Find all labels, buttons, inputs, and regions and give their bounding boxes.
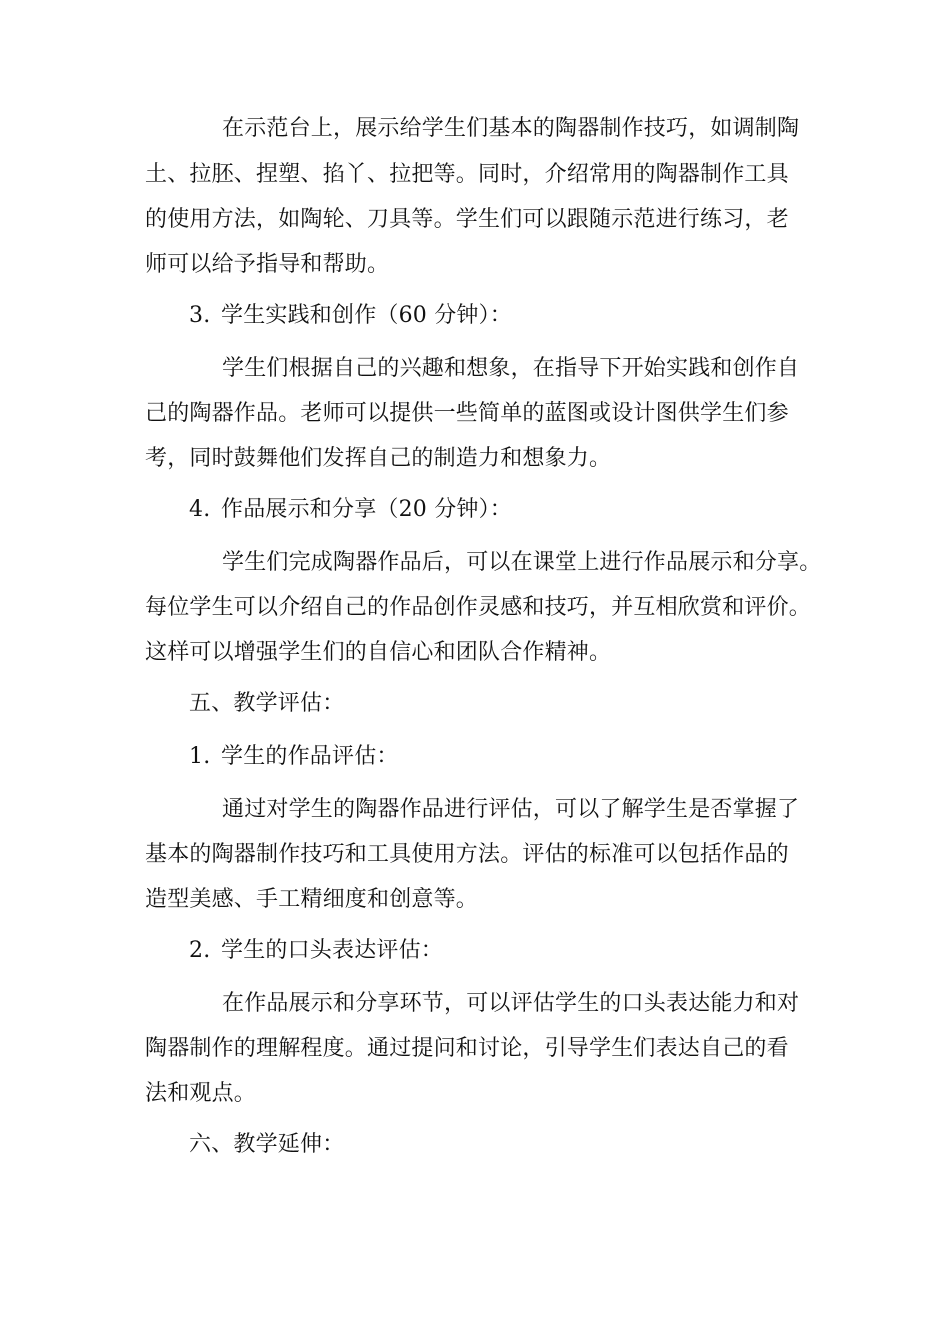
paragraph-line: 基本的陶器制作技巧和工具使用方法。评估的标准可以包括作品的 [145, 842, 789, 867]
heading-number: 3. [189, 303, 211, 328]
paragraph-line: 在示范台上，展示给学生们基本的陶器制作技巧，如调制陶 [222, 116, 800, 141]
paragraph-line: 通过对学生的陶器作品进行评估，可以了解学生是否掌握了 [222, 797, 800, 822]
numbered-heading [189, 934, 789, 968]
heading-number: 4. [189, 497, 211, 522]
numbered-heading [189, 299, 789, 333]
numbered-heading [189, 740, 789, 774]
paragraph-line: 的使用方法，如陶轮、刀具等。学生们可以跟随示范进行练习，老 [145, 207, 789, 232]
paragraph-line: 这样可以增强学生们的自信心和团队合作精神。 [145, 640, 612, 665]
numbered-heading [189, 493, 789, 527]
paragraph-line: 学生们根据自己的兴趣和想象，在指导下开始实践和创作自 [222, 356, 800, 381]
paragraph-line: 师可以给予指导和帮助。 [145, 252, 390, 277]
paragraph-line: 在作品展示和分享环节，可以评估学生的口头表达能力和对 [222, 991, 800, 1016]
paragraph-line: 考，同时鼓舞他们发挥自己的制造力和想象力。 [145, 446, 612, 471]
paragraph-line: 陶器制作的理解程度。通过提问和讨论，引导学生们表达自己的看 [145, 1036, 789, 1061]
heading-number: 2. [189, 938, 211, 963]
paragraph-line: 造型美感、手工精细度和创意等。 [145, 887, 479, 912]
heading-text: 学生的作品评估： [221, 744, 399, 769]
paragraph-line: 土、拉胚、捏塑、掐丫、拉把等。同时，介绍常用的陶器制作工具 [145, 162, 789, 187]
heading-number: 1. [189, 744, 211, 769]
heading-text: 作品展示和分享（20 分钟）： [221, 497, 512, 522]
heading-text: 学生的口头表达评估： [221, 938, 444, 963]
section-heading: 五、教学评估： [189, 691, 345, 716]
paragraph-line: 每位学生可以介绍自己的作品创作灵感和技巧，并互相欣赏和评价。 [145, 595, 812, 620]
paragraph-line: 己的陶器作品。老师可以提供一些简单的蓝图或设计图供学生们参 [145, 401, 789, 426]
heading-text: 学生实践和创作（60 分钟）： [221, 303, 512, 328]
paragraph-line: 学生们完成陶器作品后，可以在课堂上进行作品展示和分享。 [222, 550, 822, 575]
paragraph-line: 法和观点。 [145, 1081, 257, 1106]
section-heading: 六、教学延伸： [189, 1132, 345, 1157]
